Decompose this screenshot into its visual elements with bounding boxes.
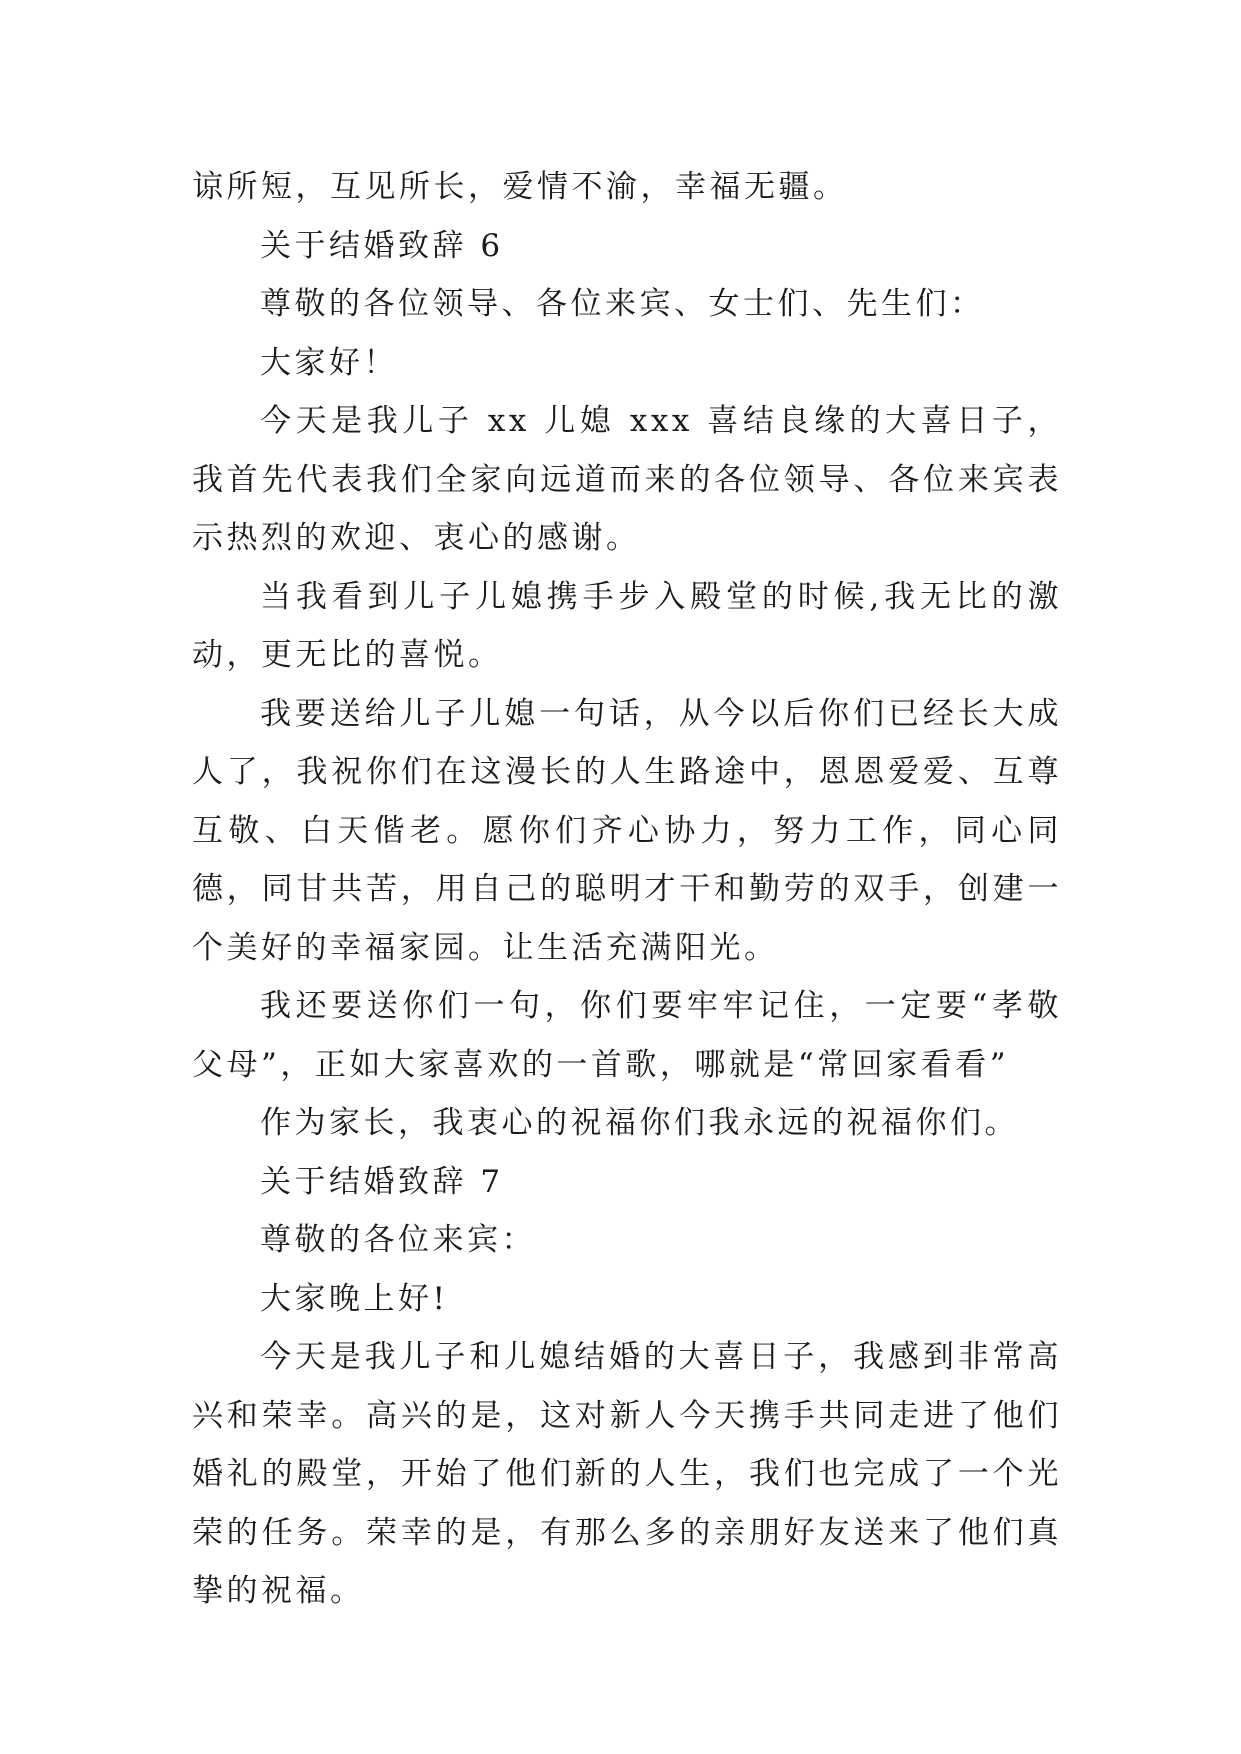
paragraph: 当我看到儿子儿媳携手步入殿堂的时候,我无比的激动，更无比的喜悦。 <box>192 578 1062 673</box>
greeting: 大家晚上好! <box>260 1280 449 1317</box>
salutation: 尊敬的各位领导、各位来宾、女士们、先生们： <box>260 286 985 322</box>
paragraph: 今天是我儿子和儿媳结婚的大喜日子，我感到非常高兴和荣幸。高兴的是，这对新人今天携手共同走进了他们婚礼的殿堂，开始了他们新的人生，我们也完成了一个光荣的任务。荣幸的是，有那么多的亲朋好友送来了他们真挚的祝福。 <box>192 1339 1062 1609</box>
salutation: 尊敬的各位来宾： <box>260 1222 536 1258</box>
paragraph: 今天是我儿子 xx 儿媳 xxx 喜结良缘的大喜日子，我首先代表我们全家向远道而来的各位领导、各位来宾表示热烈的欢迎、衷心的感谢。 <box>192 403 1062 556</box>
paragraph-continuation: 谅所短，互见所长，爱情不渝，幸福无疆。 <box>192 169 848 205</box>
section-heading-7: 关于结婚致辞 7 <box>260 1163 504 1200</box>
paragraph: 作为家长，我衷心的祝福你们我永远的祝福你们。 <box>260 1105 1019 1141</box>
paragraph: 我还要送你们一句，你们要牢牢记住，一定要“孝敬父母”，正如大家喜欢的一首歌，哪就是“常回家看看” <box>192 988 1062 1083</box>
section-heading-6: 关于结婚致辞 6 <box>260 227 504 264</box>
paragraph: 我要送给儿子儿媳一句话，从今以后你们已经长大成人了，我祝你们在这漫长的人生路途中，恩恩爱爱、互尊互敬、白天偕老。愿你们齐心协力，努力工作，同心同德，同甘共苦，用自己的聪明才干和勤劳的双手，创建一个美好的幸福家园。让生活充满阳光。 <box>192 695 1062 966</box>
document-body <box>192 158 1062 1621</box>
greeting: 大家好！ <box>260 344 398 381</box>
